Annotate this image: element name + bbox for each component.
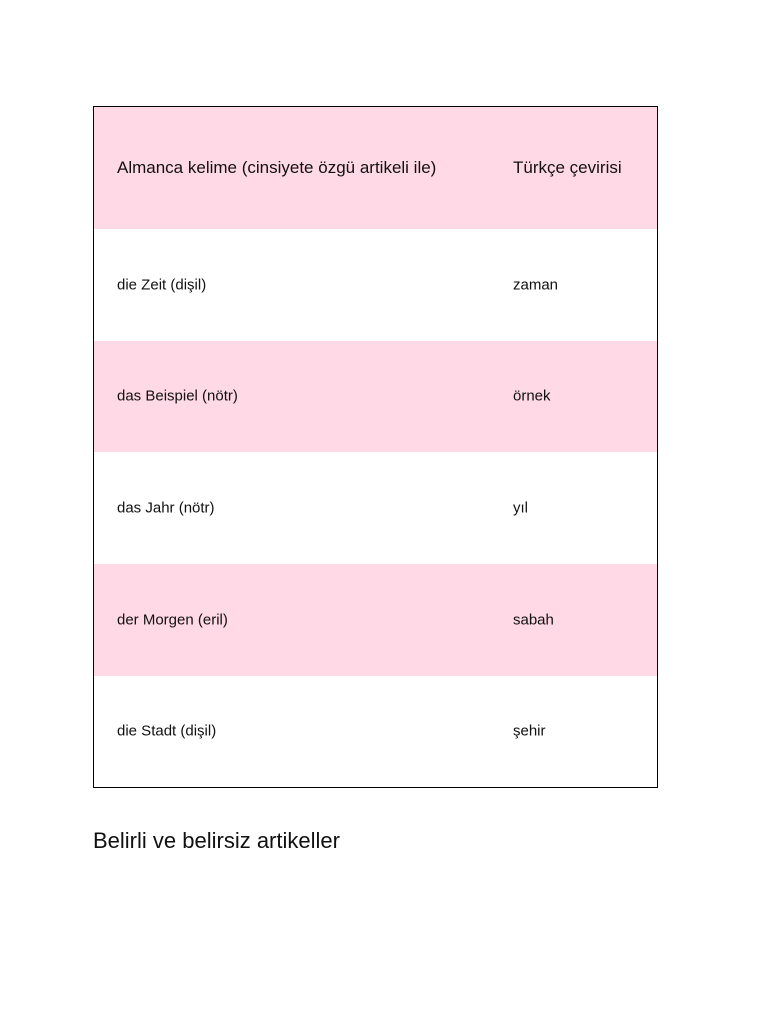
table-row [94,676,657,788]
turkish-translation-cell: şehir [513,722,546,740]
table-row [94,229,657,341]
german-word-cell: die Stadt (dişil) [117,722,217,740]
section-heading: Belirli ve belirsiz artikeller [93,828,340,853]
table-header-row [94,107,657,229]
german-word-cell: das Jahr (nötr) [117,499,215,517]
turkish-translation-cell: örnek [513,387,551,405]
german-word-cell: der Morgen (eril) [117,611,228,629]
header-german-word: Almanca kelime (cinsiyete özgü artikeli ile) [117,158,437,177]
header-turkish-translation: Türkçe çevirisi [513,158,622,177]
vocabulary-table [93,106,658,788]
table-row [94,564,657,676]
turkish-translation-cell: yıl [513,499,528,517]
table-row [94,341,657,453]
german-word-cell: die Zeit (dişil) [117,276,207,294]
turkish-translation-cell: zaman [513,276,559,294]
german-word-cell: das Beispiel (nötr) [117,387,238,405]
table-row [94,452,657,564]
turkish-translation-cell: sabah [513,611,554,629]
